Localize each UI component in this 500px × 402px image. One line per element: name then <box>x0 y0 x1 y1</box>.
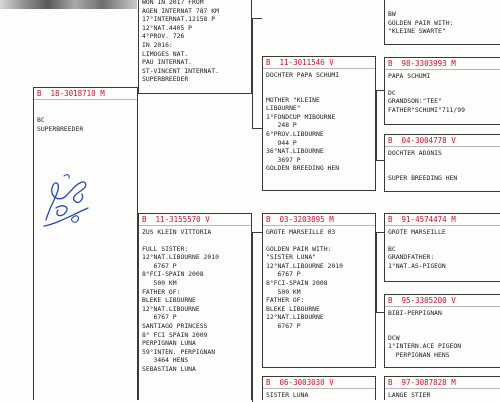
ring-number: B 18-3018710 M <box>34 88 137 100</box>
dam-card <box>138 213 252 400</box>
bird-info-line: SUPERBREEDER <box>37 124 84 133</box>
sire-line: ST-VINCENT INTERNAT. <box>142 66 219 75</box>
bird-info-line: 59°INTEN. PERPIGNAN <box>142 347 216 356</box>
bird-info-line: MOTHER "KLEINE <box>266 95 320 104</box>
bird-info-line: 8° FCI SPAIN 2009 <box>142 330 208 339</box>
dam-sire-card <box>262 213 376 368</box>
bird-name: GROTE MARSEILLE <box>388 228 446 236</box>
bird-name: SISTER LUNA <box>266 391 309 399</box>
bird-info-line: 12°NAT.LIBOURNE 2010 <box>142 253 219 262</box>
bird-info-line: 6767 P <box>266 270 301 279</box>
connector-line <box>376 312 384 313</box>
sire-line: 4°PROV. 726 <box>142 32 185 41</box>
bird-info-line: 8°FCI-SPAIN 2008 <box>266 278 328 287</box>
great-grandsire-card <box>384 57 500 125</box>
bird-info-line: GRANDSON:"TEE" <box>388 97 442 106</box>
bird-info-line: 36°NAT.LIBOURNE <box>266 147 324 156</box>
bird-info-line: 500 KM <box>142 278 177 287</box>
sire-line: PAU INTERNAT. <box>142 58 193 67</box>
connector-line <box>376 90 377 160</box>
bird-info-line: 12°NAT.LIBOURNE <box>266 313 324 322</box>
bird-info-line: 6767 P <box>266 321 301 330</box>
sire-card <box>138 0 252 94</box>
bird-info-line: "KLEINE SWARTE" <box>388 27 446 36</box>
bird-info-line: GOLDEN BREEDING HEN <box>266 164 340 173</box>
bird-info-line: PERPIGNAN LUNA <box>142 339 196 348</box>
bird-info-line: 6767 P <box>142 313 177 322</box>
dam-dam-card <box>262 376 376 400</box>
ring-number: B 03-3203895 M <box>263 214 375 226</box>
ring-number: B 04-3004778 V <box>385 135 500 147</box>
bird-info-line: FATHER OF: <box>142 287 181 296</box>
ring-number: B 98-3303993 M <box>385 58 500 70</box>
bird-info-line: SEBASTIAN LUNA <box>142 364 196 373</box>
ring-number: B 06-3003030 V <box>263 377 375 389</box>
bird-name: PAPA SCHUMI <box>388 72 431 80</box>
bird-info-line: BC <box>388 244 396 253</box>
bird-info-line: 500 KM <box>266 287 301 296</box>
sire-line: WON IN 2017 FROM <box>142 0 204 6</box>
connector-line <box>376 160 384 161</box>
bird-info-line: 6767 P <box>142 261 177 270</box>
bird-info-line: FATHER"SCHUMI"711/99 <box>388 105 465 114</box>
bird-info-line: SUPER BREEDING HEN <box>388 173 458 182</box>
bird-info-line: DCW <box>388 333 400 342</box>
connector-line <box>252 128 262 129</box>
bird-info-line: BW <box>388 10 396 18</box>
bird-info-line: 1°INTERN.ACE PIGEON <box>388 342 462 351</box>
bird-info-line: SANTIAGO PRINCESS <box>142 321 208 330</box>
sire-line: 17°INTERNAT.12158 P <box>142 15 216 24</box>
connector-line <box>252 18 262 19</box>
ring-number: B 11-3155570 V <box>139 214 251 226</box>
bird-info-line: 248 P <box>266 121 297 130</box>
main-bird-card <box>33 87 138 400</box>
ring-number: B 91-4574474 M <box>385 214 500 226</box>
bird-info-line: BLEKE LIBOURNE <box>266 304 320 313</box>
bird-info-line: "SISTER LUNA" <box>266 253 317 262</box>
great-grandsire-card <box>384 213 500 282</box>
bird-info-line: PERPIGNAN HENS <box>388 350 450 359</box>
bird-info-line: GOLDEN PAIR WITH: <box>266 244 332 253</box>
connector-line <box>376 232 384 233</box>
connector-line <box>252 232 253 402</box>
bird-info-line: 1°FONDCUP MIBOURNE <box>266 112 336 121</box>
connector-line <box>252 18 253 128</box>
sire-line: SUPERBREEDER <box>142 75 189 84</box>
pigeon-photo <box>0 0 137 9</box>
bird-name: BIBI-PERPIGNAN <box>388 309 442 317</box>
ring-number: B 11-3011546 V <box>263 57 375 69</box>
bird-info-line: GRANDFATHER: <box>388 253 435 262</box>
handwritten-signature <box>36 168 98 236</box>
bird-info-line: DC <box>388 88 396 97</box>
sire-line: 12°NAT.4405 P <box>142 23 193 32</box>
bird-info-line: 12°NAT.LIBOURNE 2010 <box>266 261 343 270</box>
bird-info-line: 6°PROV.LIBOURNE <box>266 129 324 138</box>
bird-info-line: BC <box>37 116 45 124</box>
ring-number: B 97-3087828 M <box>385 377 500 389</box>
great-granddam-card <box>384 134 500 192</box>
sire-line: LIMOGES NAT. <box>142 49 189 58</box>
bird-info-line: 3464 HENS <box>142 356 189 365</box>
bird-name: ZUS KLEIN VITTORIA <box>142 228 212 236</box>
bird-name: GROTE MARSEILLE 03 <box>266 228 336 236</box>
ring-number: B 95-3305200 V <box>385 295 500 307</box>
bird-name: DOCHTER ADONIS <box>388 149 442 157</box>
connector-line <box>252 232 262 233</box>
bird-info-line: GOLDEN PAIR WITH: <box>388 18 454 27</box>
bird-info-line: FATHER OF: <box>266 296 305 305</box>
bird-info-line: 944 P <box>266 138 297 147</box>
sire-line: IN 2016: <box>142 40 173 49</box>
bird-name: DOCHTER PAPA SCHUMI <box>266 71 340 79</box>
great-grandsire-card <box>384 376 500 400</box>
bird-info-line: 3697 P <box>266 155 301 164</box>
bird-info-line: 8°FCI-SPAIN 2008 <box>142 270 204 279</box>
bird-info-line: LIBOURNE" <box>266 104 301 113</box>
connector-line <box>376 232 377 312</box>
sire-line: AGEN INTERNAT 787 KM <box>142 6 219 15</box>
bird-name: LANGE STIER <box>388 391 431 399</box>
bird-info-line: 12°NAT.LIBOURNE <box>142 304 200 313</box>
great-granddam-card <box>384 294 500 368</box>
bird-info-line: FULL SISTER: <box>142 244 189 253</box>
connector-line <box>376 90 384 91</box>
bird-info-line: BLEKE LIBOURNE <box>142 296 196 305</box>
bird-info-line: 1°NAT.AS-PIGEON <box>388 261 446 270</box>
grandam-sire-card <box>262 56 376 191</box>
sire-sire-card <box>384 0 500 45</box>
